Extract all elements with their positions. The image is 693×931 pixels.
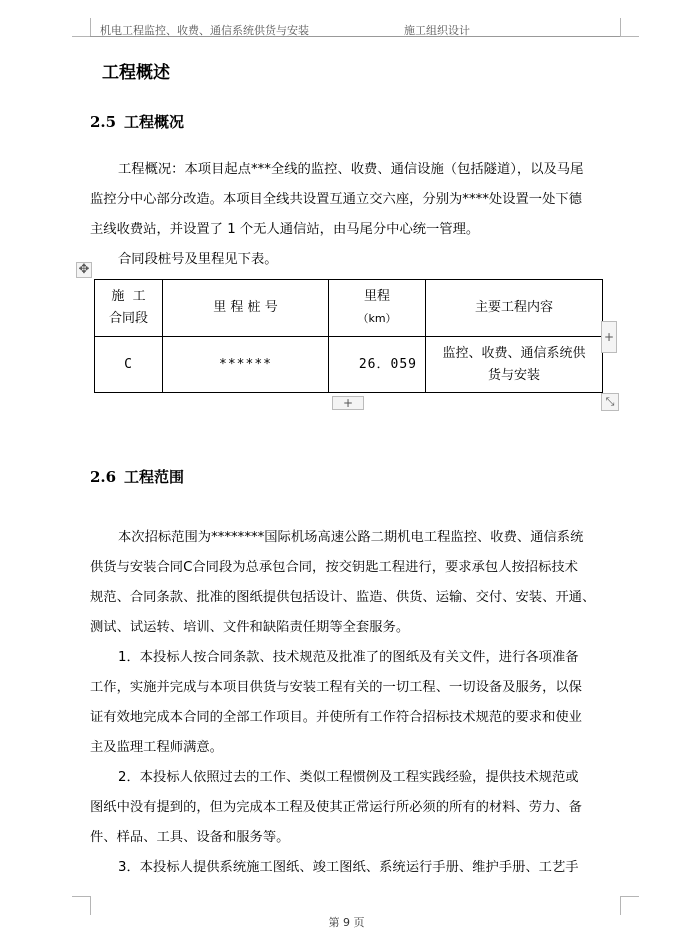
table-move-handle-icon[interactable]: ✥: [76, 262, 92, 278]
paragraph-line: 图纸中没有提到的，但为完成本工程及使其正常运行所必须的所有的材料、劳力、备: [90, 800, 582, 815]
header-cell-contract: [95, 280, 163, 337]
paragraph-line: 2．本投标人依照过去的工作、类似工程惯例及工程实践经验，提供技术规范或: [118, 770, 579, 785]
paragraph-line: 1．本投标人按合同条款、技术规范及批准了的图纸及有关文件，进行各项准备: [118, 650, 579, 665]
section-title: 工程范围: [124, 468, 185, 486]
contract-table: [94, 279, 603, 393]
add-column-icon[interactable]: +: [601, 321, 617, 353]
header-cell-station: 里 程 桩 号: [163, 280, 329, 337]
section-number: 2.5: [90, 113, 117, 131]
content-line1: 监控、收费、通信系统供: [442, 345, 586, 361]
overview-paragraph: [90, 155, 620, 275]
section-number: 2.6: [90, 468, 117, 486]
header-mileage-line2: （km）: [357, 312, 397, 325]
page-title: 工程概述: [102, 63, 170, 83]
cell-contract: C: [95, 337, 163, 393]
section-title: 工程概况: [124, 113, 185, 131]
paragraph-line: 测试、试运转、培训、文件和缺陷责任期等全套服务。: [90, 620, 410, 635]
top-right-crop-mark: [620, 18, 639, 37]
header-left-text: 机电工程监控、收费、通信系统供货与安装: [100, 24, 309, 37]
header-right-text: 施工组织设计: [404, 24, 470, 37]
paragraph-line: 监控分中心部分改造。本项目全线共设置互通立交六座，分别为****处设置一处下德: [90, 192, 582, 207]
top-left-crop-mark: [72, 18, 91, 37]
paragraph-line: 主及监理工程师满意。: [90, 740, 223, 755]
bottom-right-crop-mark: [620, 896, 639, 915]
paragraph-line: 本次招标范围为********国际机场高速公路二期机电工程监控、收费、通信系统: [118, 530, 584, 545]
scope-paragraph: [90, 523, 620, 883]
section-heading-2-5: [90, 111, 184, 132]
header-contract-line1: 施 工: [111, 289, 146, 304]
cell-station: ******: [163, 337, 329, 393]
cell-content: [426, 337, 603, 393]
table-header-row: [95, 280, 603, 337]
table-resize-icon[interactable]: ⤡: [601, 393, 619, 411]
paragraph-line: 工程概况：本项目起点***全线的监控、收费、通信设施（包括隧道），以及马尾: [118, 162, 584, 177]
paragraph-line: 证有效地完成本合同的全部工作项目。并使所有工作符合招标技术规范的要求和使业: [90, 710, 582, 725]
section-heading-2-6: [90, 466, 184, 487]
paragraph-line: 供货与安装合同C合同段为总承包合同，按交钥匙工程进行，要求承包人按招标技术: [90, 560, 578, 575]
header-cell-content: 主要工程内容: [426, 280, 603, 337]
header-cell-mileage: [329, 280, 426, 337]
cell-mileage: 26．059: [329, 337, 426, 393]
paragraph-line: 规范、合同条款、批准的图纸提供包括设计、监造、供货、运输、交付、安装、开通、: [90, 590, 596, 605]
bottom-left-crop-mark: [72, 896, 91, 915]
table-intro-line: 合同段桩号及里程见下表。: [118, 252, 278, 267]
content-line2: 货与安装: [487, 367, 540, 383]
add-row-icon[interactable]: +: [332, 396, 364, 410]
paragraph-line: 主线收费站，并设置了 1 个无人通信站，由马尾分中心统一管理。: [90, 222, 480, 237]
page-number: 第 9 页: [328, 916, 365, 929]
header-contract-line2: 合同段: [108, 311, 148, 326]
header-mileage-line1: 里程: [363, 289, 390, 304]
paragraph-line: 工作，实施并完成与本项目供货与安装工程有关的一切工程、一切设备及服务，以保: [90, 680, 582, 695]
paragraph-line: 件、样品、工具、设备和服务等。: [90, 830, 290, 845]
header-rule: [90, 36, 620, 37]
table-row: [95, 337, 603, 393]
paragraph-line: 3．本投标人提供系统施工图纸、竣工图纸、系统运行手册、维护手册、工艺手: [118, 860, 579, 875]
